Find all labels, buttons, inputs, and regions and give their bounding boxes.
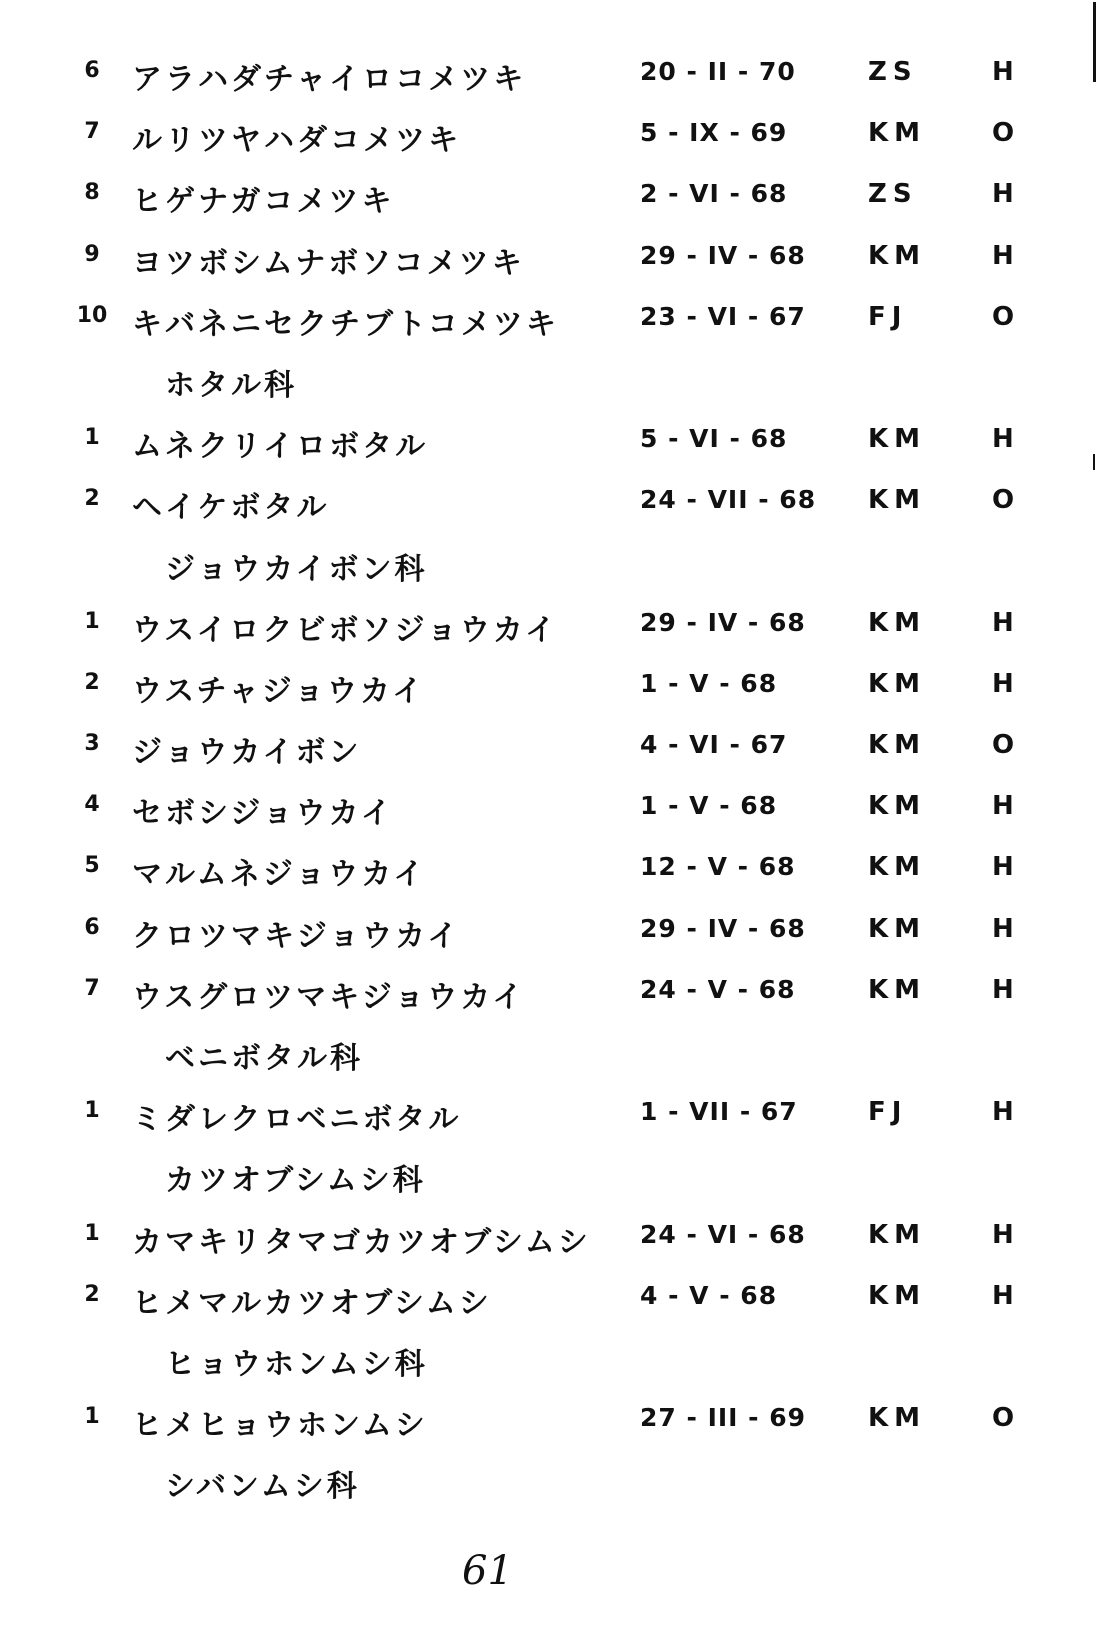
collection-date: 4 - VI - 67: [640, 730, 788, 760]
species-name: ヒゲナガコメツキ: [132, 184, 395, 220]
family-name: シバンムシ科: [165, 1469, 360, 1505]
species-row: [0, 1207, 1100, 1268]
location-code: KM: [868, 913, 927, 944]
species-row: [0, 411, 1100, 472]
status-code: H: [992, 179, 1014, 210]
species-name: ミダレクロベニボタル: [132, 1102, 462, 1138]
species-row: [0, 228, 1100, 289]
species-row: [0, 44, 1100, 105]
status-code: H: [992, 424, 1014, 455]
species-name: ヒメヒョウホンムシ: [132, 1408, 428, 1444]
status-code: H: [992, 974, 1014, 1005]
species-name: ウスイロクビボソジョウカイ: [132, 612, 558, 648]
collection-date: 5 - IX - 69: [640, 118, 788, 148]
species-number: 3: [84, 731, 100, 757]
species-row: [0, 717, 1100, 778]
location-code: ZS: [868, 57, 918, 87]
page-number: 61: [462, 1548, 513, 1594]
species-row: [0, 595, 1100, 656]
collection-date: 24 - VII - 68: [640, 485, 817, 515]
collection-date: 24 - VI - 68: [640, 1219, 806, 1249]
family-name: ベニボタル科: [165, 1041, 363, 1076]
location-code: KM: [868, 974, 927, 1005]
species-name: ムネクリイロボタル: [132, 429, 429, 465]
species-name: セボシジョウカイ: [132, 796, 394, 832]
species-row: [0, 962, 1100, 1023]
family-heading-row: [0, 350, 1100, 411]
status-code: H: [992, 791, 1014, 822]
family-name: カツオブシムシ科: [165, 1163, 426, 1199]
species-row: [0, 1390, 1100, 1451]
collection-date: 1 - V - 68: [640, 668, 778, 698]
status-code: H: [992, 240, 1014, 271]
species-number: 2: [84, 1281, 100, 1307]
species-name: ウスチャジョウカイ: [132, 673, 426, 709]
location-code: FJ: [868, 1097, 908, 1128]
collection-date: 23 - VI - 67: [640, 301, 806, 331]
species-number: 5: [84, 853, 100, 879]
species-number: 6: [84, 914, 100, 940]
species-row: [0, 166, 1100, 227]
collection-date: 1 - VII - 67: [640, 1097, 798, 1127]
species-number: 6: [84, 58, 100, 83]
status-code: H: [992, 1219, 1014, 1250]
family-heading-row: [0, 534, 1100, 595]
species-number: 8: [84, 180, 100, 206]
status-code: O: [992, 301, 1015, 332]
collection-date: 12 - V - 68: [640, 852, 796, 882]
species-list: [0, 44, 1100, 1513]
species-name: クロツマキジョウカイ: [132, 918, 461, 954]
species-row: [0, 839, 1100, 900]
location-code: KM: [868, 424, 927, 455]
species-name: ジョウカイボン: [132, 735, 362, 771]
collection-date: 29 - IV - 68: [640, 913, 806, 943]
species-number: 7: [84, 119, 100, 145]
collection-date: 27 - III - 69: [640, 1403, 807, 1433]
species-row: [0, 472, 1100, 533]
family-name: ジョウカイボン科: [165, 551, 428, 587]
species-name: ヒメマルカツオブシムシ: [132, 1285, 492, 1321]
location-code: KM: [868, 1280, 927, 1311]
species-name: ヨツボシムナボソコメツキ: [132, 245, 525, 281]
location-code: KM: [868, 607, 927, 638]
family-heading-row: [0, 1145, 1100, 1206]
collection-date: 1 - V - 68: [640, 791, 778, 821]
collection-date: 20 - II - 70: [640, 57, 796, 86]
location-code: KM: [868, 791, 927, 822]
family-name: ホタル科: [165, 367, 297, 403]
species-number: 1: [84, 1404, 100, 1430]
family-name: ヒョウホンムシ科: [165, 1346, 428, 1382]
species-number: 1: [84, 608, 100, 634]
status-code: H: [992, 852, 1014, 883]
species-name: ウスグロツマキジョウカイ: [132, 979, 526, 1015]
species-name: アラハダチャイロコメツキ: [132, 62, 527, 97]
species-number: 2: [84, 486, 100, 512]
species-row: [0, 1084, 1100, 1145]
location-code: KM: [868, 668, 927, 699]
species-number: 10: [76, 302, 108, 328]
collection-date: 5 - VI - 68: [640, 424, 788, 454]
species-row: [0, 901, 1100, 962]
status-code: O: [992, 485, 1015, 516]
species-number: 1: [84, 1098, 100, 1124]
species-name: ヘイケボタル: [132, 490, 330, 526]
location-code: KM: [868, 730, 927, 761]
status-code: H: [992, 57, 1014, 87]
species-number: 2: [84, 669, 100, 695]
species-row: [0, 289, 1100, 350]
species-row: [0, 656, 1100, 717]
species-name: キバネニセクチブトコメツキ: [132, 306, 559, 342]
status-code: H: [992, 913, 1014, 944]
species-number: 4: [84, 792, 100, 818]
family-heading-row: [0, 1023, 1100, 1084]
species-row: [0, 1268, 1100, 1329]
collection-date: 2 - VI - 68: [640, 179, 788, 209]
species-number: 1: [84, 1220, 100, 1246]
location-code: FJ: [868, 301, 908, 332]
status-code: O: [992, 730, 1015, 761]
species-number: 7: [84, 975, 100, 1001]
species-name: マルムネジョウカイ: [132, 857, 427, 893]
location-code: ZS: [868, 179, 918, 210]
status-code: H: [992, 607, 1014, 638]
status-code: O: [992, 1403, 1015, 1434]
location-code: KM: [868, 240, 927, 271]
status-code: H: [992, 1097, 1014, 1128]
location-code: KM: [868, 118, 927, 149]
family-heading-row: [0, 1451, 1100, 1512]
collection-date: 29 - IV - 68: [640, 607, 806, 637]
species-number: 9: [84, 241, 100, 267]
species-number: 1: [84, 425, 100, 451]
location-code: KM: [868, 1219, 927, 1250]
species-name: ルリツヤハダコメツキ: [132, 123, 462, 159]
status-code: H: [992, 1280, 1014, 1311]
species-row: [0, 778, 1100, 839]
location-code: KM: [868, 852, 927, 883]
species-row: [0, 105, 1100, 166]
collection-date: 4 - V - 68: [640, 1280, 778, 1310]
collection-date: 24 - V - 68: [640, 974, 796, 1004]
location-code: KM: [868, 1403, 927, 1434]
collection-date: 29 - IV - 68: [640, 240, 806, 270]
family-heading-row: [0, 1329, 1100, 1390]
status-code: H: [992, 668, 1014, 699]
species-name: カマキリタマゴカツオブシムシ: [132, 1224, 591, 1260]
status-code: O: [992, 118, 1015, 149]
location-code: KM: [868, 485, 927, 516]
